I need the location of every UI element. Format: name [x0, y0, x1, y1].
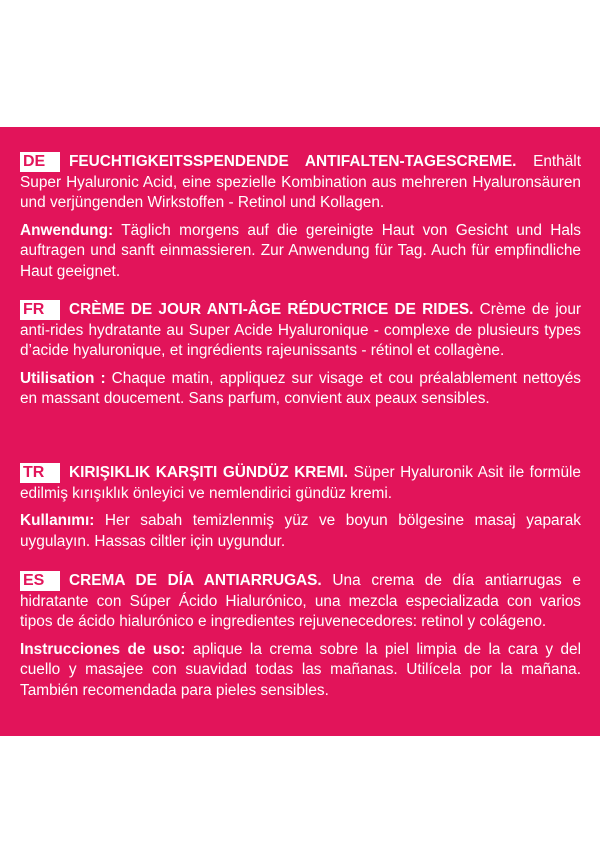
section-de-usage-text: Täglich morgens auf die gereinigte Haut von Gesicht und Hals auftragen und sanft einmassieren. Zur Anwendung für Tag. Auch für empfindliche Haut geeignet. — [20, 221, 581, 280]
language-badge-tr: TR — [20, 463, 60, 483]
section-tr-usage-text: Her sabah temizlenmiş yüz ve boyun bölgesine masaj yaparak uygulayın. Hassas ciltler için uygundur. — [20, 512, 581, 550]
section-es-description: Una crema de día antiarrugas e hidratante con Súper Ácido Hialurónico, una mezcla especializada con varios tipos de ácido hialurónico e ingredientes rejuvenecedores: retinol y colágeno. — [20, 572, 581, 630]
language-badge-es: ES — [20, 571, 60, 591]
language-badge-de: DE — [20, 152, 60, 172]
product-info-panel — [0, 127, 600, 736]
section-de-usage-paragraph — [20, 221, 581, 283]
section-fr-description: Crème de jour anti-rides hydratante au Super Acide Hyaluronique - complexe de plusieurs types d’acide hyaluronique, et ingrédients rajeunissants - rétinol et collagène. — [20, 301, 582, 359]
section-es-description-paragraph — [20, 571, 581, 633]
section-es-usage-paragraph — [20, 640, 581, 702]
section-fr-heading: CRÈME DE JOUR ANTI-ÂGE RÉDUCTRICE DE RIDES. — [69, 301, 474, 318]
section-de-usage-label: Anwendung: — [20, 221, 114, 239]
section-tr-usage-label: Kullanımı: — [20, 512, 95, 529]
section-de-description-paragraph — [20, 152, 581, 214]
section-tr-usage-paragraph — [20, 511, 581, 552]
section-es-usage-text: aplique la crema sobre la piel limpia de la cara y del cuello y masajee con suavidad todas las mañanas. Utilícela por la mañana. También recomendada para pieles sensibles. — [20, 640, 581, 699]
section-es — [20, 571, 581, 701]
section-fr — [20, 300, 581, 410]
language-badge-fr: FR — [20, 300, 60, 320]
section-fr-usage-paragraph — [20, 369, 581, 410]
section-tr-heading: KIRIŞIKLIK KARŞITI GÜNDÜZ KREMI. — [69, 464, 349, 481]
section-tr — [20, 463, 581, 552]
section-es-heading: CREMA DE DÍA ANTIARRUGAS. — [69, 572, 322, 589]
section-de — [20, 152, 581, 282]
section-tr-description: Süper Hyaluronik Asit ile formüle edilmiş kırışıklık önleyici ve nemlendirici gündüz kremi. — [20, 464, 581, 502]
section-tr-description-paragraph — [20, 463, 581, 504]
section-es-usage-label: Instrucciones de uso: — [20, 640, 186, 658]
section-fr-usage-text: Chaque matin, appliquez sur visage et cou préalablement nettoyés en massant doucement. Sans parfum, convient aux peaux sensibles. — [20, 369, 581, 407]
section-de-heading: FEUCHTIGKEITSSPENDENDE ANTIFALTEN-TAGESCREME. — [69, 153, 517, 170]
section-de-description: Enthält Super Hyaluronic Acid, eine spezielle Kombination aus mehreren Hyaluronsäuren und verjüngenden Wirkstoffen - Retinol und Kollagen. — [20, 153, 581, 211]
section-fr-usage-label: Utilisation : — [20, 369, 106, 387]
section-fr-description-paragraph — [20, 300, 581, 362]
